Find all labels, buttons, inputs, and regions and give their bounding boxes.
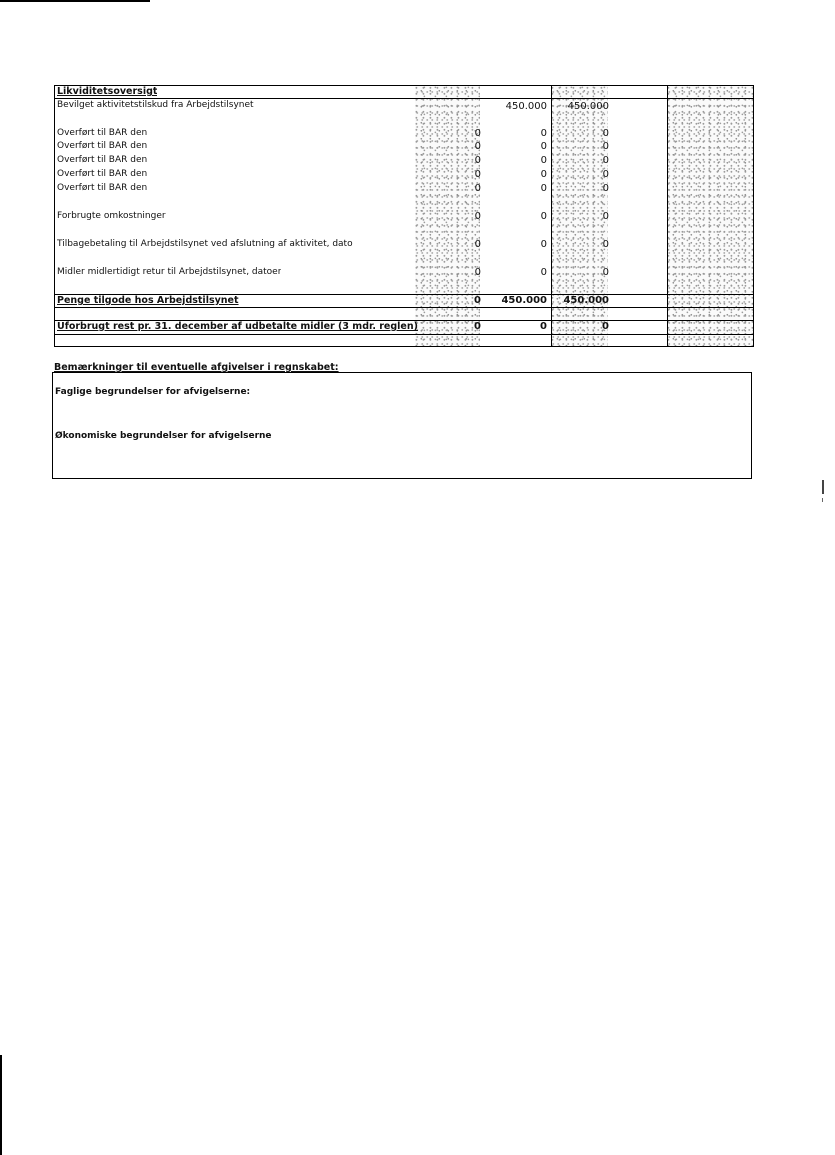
scan-edge-top <box>0 0 150 2</box>
spacer-row <box>55 335 753 346</box>
table-row <box>55 239 753 267</box>
value-col3: 0 <box>602 211 609 222</box>
value-col3: 0 <box>602 267 609 278</box>
table-header-row <box>55 86 753 99</box>
scan-edge-left <box>0 1055 2 1155</box>
row-label: Forbrugte omkostninger <box>57 211 166 221</box>
value-col1: 0 <box>474 155 481 166</box>
unused-label: Uforbrugt rest pr. 31. december af udbetalte midler (3 mdr. reglen) <box>57 321 418 332</box>
scan-mark <box>822 480 824 494</box>
row-label: Overført til BAR den <box>57 128 148 138</box>
value-col1: 0 <box>474 183 481 194</box>
value-col2: 0 <box>540 183 547 194</box>
value-col1: 0 <box>474 239 481 250</box>
table-title: Likviditetsoversigt <box>57 86 158 97</box>
table-row <box>55 155 753 169</box>
value-col3: 0 <box>602 169 609 180</box>
table-row <box>55 99 753 127</box>
unused-col3: 0 <box>602 321 609 332</box>
value-col3: 0 <box>602 183 609 194</box>
table-row <box>55 141 753 155</box>
liquidity-table <box>54 85 754 347</box>
row-label: Overført til BAR den <box>57 141 148 151</box>
economic-reasons-label: Økonomiske begrundelser for afvigelserne <box>55 431 272 441</box>
value-col1: 0 <box>474 267 481 278</box>
spacer-row <box>55 308 753 321</box>
table-row <box>55 267 753 295</box>
value-col1: 0 <box>474 211 481 222</box>
remarks-heading: Bemærkninger til eventuelle afgivelser i regnskabet: <box>54 362 339 373</box>
row-label: Bevilget aktivitetstilskud fra Arbejdstilsynet <box>57 100 254 110</box>
value-col3: 0 <box>602 141 609 152</box>
value-col2: 0 <box>540 169 547 180</box>
unused-col2: 0 <box>540 321 547 332</box>
value-col2: 0 <box>540 267 547 278</box>
total-row <box>55 295 753 308</box>
table-row <box>55 127 753 141</box>
unused-col1: 0 <box>474 321 481 332</box>
total-col1: 0 <box>474 295 481 306</box>
table-row <box>55 169 753 183</box>
value-col1: 0 <box>474 141 481 152</box>
professional-reasons-label: Faglige begrundelser for afvigelserne: <box>55 387 251 397</box>
value-col2: 0 <box>540 141 547 152</box>
table-row <box>55 211 753 239</box>
total-col3: 450.000 <box>563 295 609 306</box>
value-col1: 0 <box>474 169 481 180</box>
value-col3: 0 <box>602 128 609 139</box>
row-label: Overført til BAR den <box>57 183 148 193</box>
total-label: Penge tilgode hos Arbejdstilsynet <box>57 295 239 306</box>
value-col3: 0 <box>602 155 609 166</box>
unused-row <box>55 321 753 335</box>
value-col3: 450.000 <box>567 101 609 112</box>
table-row <box>55 183 753 211</box>
row-label: Midler midlertidigt retur til Arbejdstilsynet, datoer <box>57 267 282 277</box>
scan-mark <box>822 498 823 502</box>
value-col2: 450.000 <box>505 101 547 112</box>
row-label: Tilbagebetaling til Arbejdstilsynet ved afslutning af aktivitet, dato <box>57 239 353 249</box>
value-col2: 0 <box>540 128 547 139</box>
total-col2: 450.000 <box>501 295 547 306</box>
value-col2: 0 <box>540 211 547 222</box>
value-col2: 0 <box>540 239 547 250</box>
row-label: Overført til BAR den <box>57 155 148 165</box>
remarks-box <box>52 372 752 479</box>
row-label: Overført til BAR den <box>57 169 148 179</box>
value-col1: 0 <box>474 128 481 139</box>
value-col2: 0 <box>540 155 547 166</box>
value-col3: 0 <box>602 239 609 250</box>
